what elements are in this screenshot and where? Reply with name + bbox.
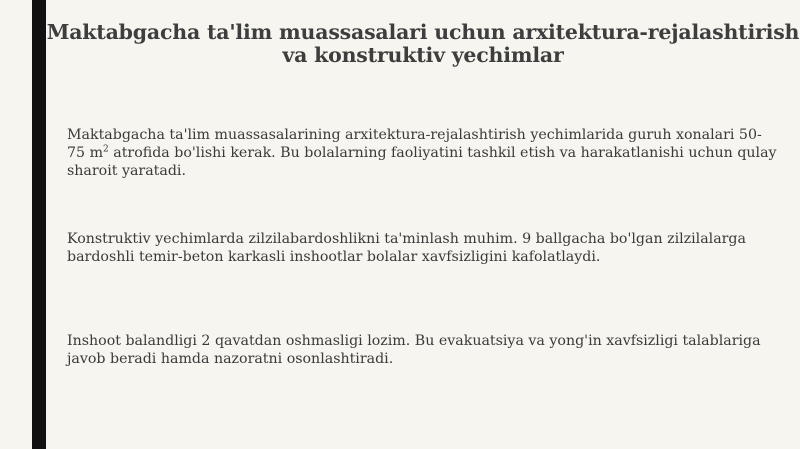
- paragraph-group-rooms: [67, 126, 777, 180]
- superscript: 2: [103, 144, 109, 155]
- paragraph-height: Inshoot balandligi 2 qavatdan oshmasligi lozim. Bu evakuatsiya va yong'in xavfsizligi talablariga javob beradi hamda nazoratni osonlashtiradi.: [67, 333, 761, 367]
- left-accent-bar: [32, 0, 46, 449]
- paragraph-text: atrofida bo'lishi kerak. Bu bolalarning faoliyatini tashkil etish va harakatlanishi uchun qulay sharoit yaratadi.: [67, 145, 777, 179]
- paragraph-seismic: Konstruktiv yechimlarda zilzilabardoshlikni ta'minlash muhim. 9 ballgacha bo'lgan zilzilalarga bardoshli temir-beton karkasli inshootlar bolalar xavfsizligini kafolatlaydi.: [67, 231, 746, 265]
- paragraph-text: Maktabgacha ta'lim muassasalarining arxitektura-rejalashtirish yechimlarida guruh xonalari 50-75 m: [67, 127, 762, 161]
- slide-title: Maktabgacha ta'lim muassasalari uchun arxitektura-rejalashtirish va konstruktiv yechimlar: [46, 20, 800, 67]
